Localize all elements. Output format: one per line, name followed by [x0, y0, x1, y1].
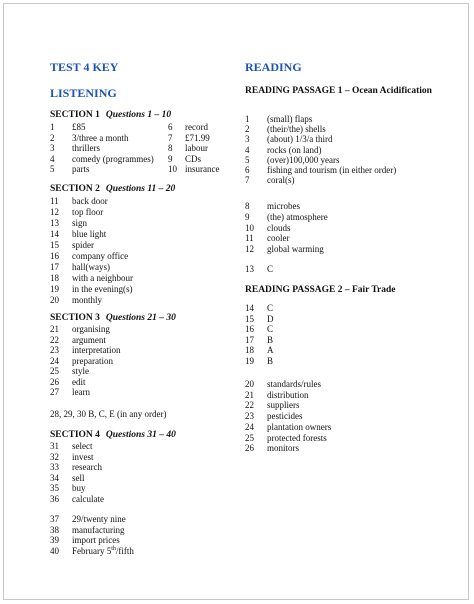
- answer-text: research: [72, 462, 102, 472]
- question-number: 7: [245, 175, 250, 186]
- question-number: 3: [50, 143, 55, 153]
- question-number: 7: [168, 132, 173, 143]
- answer-text: parts: [72, 164, 90, 174]
- answer-40: February 5th/fifth: [72, 546, 134, 556]
- question-number: 10: [245, 222, 254, 233]
- answer-text: B: [267, 334, 274, 345]
- section-4-heading: SECTION 4 Questions 31 – 40: [50, 430, 176, 440]
- answer-text: (the) atmosphere: [267, 211, 328, 222]
- answer-text: sell: [72, 472, 85, 483]
- question-number: 9: [168, 153, 173, 164]
- answer-text: global warming: [267, 244, 324, 255]
- answer-text: edit: [72, 376, 86, 387]
- answer-text: select: [72, 441, 93, 451]
- answer-text: top floor: [72, 207, 104, 217]
- question-number: 13: [245, 264, 254, 274]
- answer-text: thrillers: [72, 143, 100, 153]
- question-number: 20: [50, 295, 59, 305]
- answer-text: blue light: [72, 229, 107, 239]
- answer-text: comedy (programmes): [72, 153, 154, 164]
- question-number: 22: [245, 400, 254, 411]
- passage-1-title: READING PASSAGE 1 – Ocean Acidification: [245, 86, 432, 96]
- answer-text: rocks (on land): [267, 144, 322, 155]
- reading-heading: READING: [245, 60, 302, 74]
- answer-text: A: [267, 345, 274, 356]
- question-number: 10: [168, 164, 177, 174]
- answer-text: (over)100,000 years: [267, 154, 340, 165]
- answer-text: 3/three a month: [72, 132, 129, 143]
- answer-text: insurance: [185, 164, 220, 174]
- passage-2-title: READING PASSAGE 2 – Fair Trade: [245, 285, 396, 295]
- section-3-heading: SECTION 3 Questions 21 – 30: [50, 313, 176, 323]
- answer-text: with a neighbour: [72, 273, 133, 283]
- question-number: 1: [245, 114, 250, 124]
- question-number: 23: [50, 345, 59, 355]
- answer-text: microbes: [267, 201, 300, 211]
- question-number: 6: [168, 122, 173, 132]
- answer-text: (about) 1/3/a third: [267, 134, 333, 145]
- answer-text: plantation owners: [267, 421, 332, 432]
- question-number: 37: [50, 514, 59, 524]
- question-number: 15: [245, 313, 254, 324]
- answer-text: suppliers: [267, 400, 300, 411]
- question-number: 2: [245, 124, 250, 135]
- question-number: 32: [50, 451, 59, 462]
- answer-text: £71.99: [185, 132, 210, 143]
- answer-text: fishing and tourism (in either order): [267, 165, 397, 175]
- answer-text: in the evening(s): [72, 284, 133, 294]
- question-number: 18: [245, 345, 254, 356]
- answer-text: C: [267, 264, 274, 274]
- question-number: 13: [50, 218, 59, 228]
- answer-text: interpretation: [72, 345, 121, 355]
- question-number: 35: [50, 483, 59, 493]
- question-number: 11: [245, 233, 254, 244]
- question-number: 1: [50, 122, 55, 132]
- answer-text: record: [185, 122, 208, 132]
- question-number: 14: [245, 303, 254, 313]
- answer-text: argument: [72, 334, 106, 345]
- answer-text: 29/twenty nine: [72, 514, 126, 524]
- answer-text: hall(ways): [72, 262, 110, 272]
- section-3-multi-answer: 28, 29, 30 B, C, E (in any order): [50, 409, 167, 419]
- page-title: TEST 4 KEY: [50, 60, 119, 74]
- answer-text: CDs: [185, 153, 202, 164]
- answer-text: organising: [72, 324, 110, 334]
- question-number: 5: [245, 154, 250, 165]
- question-number: 12: [50, 207, 59, 217]
- answer-text: (their/the) shells: [267, 124, 326, 135]
- question-number: 17: [50, 262, 59, 272]
- question-number: 31: [50, 441, 59, 451]
- question-number: 19: [245, 356, 254, 366]
- question-number: 3: [245, 134, 250, 145]
- answer-text: spider: [72, 240, 94, 250]
- answer-text: pesticides: [267, 411, 303, 422]
- answer-text: (small) flaps: [267, 114, 313, 124]
- question-number: 6: [245, 165, 250, 175]
- question-number: 25: [50, 366, 59, 376]
- question-number: 8: [245, 201, 250, 211]
- section-1-heading: SECTION 1 Questions 1 – 10: [50, 110, 172, 120]
- question-number: 18: [50, 273, 59, 283]
- answer-text: standards/rules: [267, 379, 321, 389]
- answer-text: sign: [72, 218, 88, 228]
- answer-text: C: [267, 303, 274, 313]
- answer-text: buy: [72, 483, 86, 493]
- question-number: 11: [50, 196, 59, 206]
- answer-text: preparation: [72, 355, 113, 366]
- question-number: 34: [50, 472, 59, 483]
- question-number: 2: [50, 132, 55, 143]
- question-number: 25: [245, 432, 254, 443]
- question-number: 26: [50, 376, 59, 387]
- question-number: 17: [245, 334, 254, 345]
- question-number: 16: [50, 251, 59, 261]
- answer-text: protected forests: [267, 432, 327, 443]
- question-number: 4: [50, 153, 55, 164]
- question-number: 8: [168, 143, 173, 153]
- question-number: 16: [245, 324, 254, 335]
- question-number: 22: [50, 334, 59, 345]
- answer-text: monthly: [72, 295, 103, 305]
- question-number: 21: [50, 324, 59, 334]
- answer-text: manufacturing: [72, 524, 125, 535]
- answer-text: calculate: [72, 493, 104, 504]
- answer-text: learn: [72, 387, 90, 397]
- question-number: 15: [50, 240, 59, 250]
- question-number: 20: [245, 379, 254, 389]
- section-2-heading: SECTION 2 Questions 11 – 20: [50, 184, 176, 194]
- answer-text: B: [267, 356, 274, 366]
- question-number: 23: [245, 411, 254, 422]
- answer-text: coral(s): [267, 175, 295, 186]
- question-number: 24: [50, 355, 59, 366]
- question-number: 24: [245, 421, 254, 432]
- answer-text: D: [267, 313, 274, 324]
- question-number: 26: [245, 443, 254, 454]
- question-number: 21: [245, 389, 254, 400]
- question-number: 19: [50, 284, 59, 294]
- answer-text: style: [72, 366, 89, 376]
- answer-text: cooler: [267, 233, 290, 244]
- answer-text: invest: [72, 451, 94, 462]
- answer-text: clouds: [267, 222, 291, 233]
- answer-text: labour: [185, 143, 208, 153]
- question-number: 14: [50, 229, 59, 239]
- answer-text: monitors: [267, 443, 300, 454]
- question-number: 38: [50, 524, 59, 535]
- listening-heading: LISTENING: [50, 86, 117, 100]
- question-number: 5: [50, 164, 55, 174]
- question-number: 27: [50, 387, 59, 397]
- question-number: 4: [245, 144, 250, 155]
- question-number: 33: [50, 462, 59, 472]
- question-number: 39: [50, 535, 59, 545]
- answer-text: import prices: [72, 535, 120, 545]
- question-number: 12: [245, 244, 254, 255]
- answer-text: £85: [72, 122, 86, 132]
- answer-text: C: [267, 324, 274, 335]
- answer-text: company office: [72, 251, 129, 261]
- answer-text: back door: [72, 196, 108, 206]
- answer-text: distribution: [267, 389, 309, 400]
- question-number: 36: [50, 493, 59, 504]
- question-number: 9: [245, 211, 250, 222]
